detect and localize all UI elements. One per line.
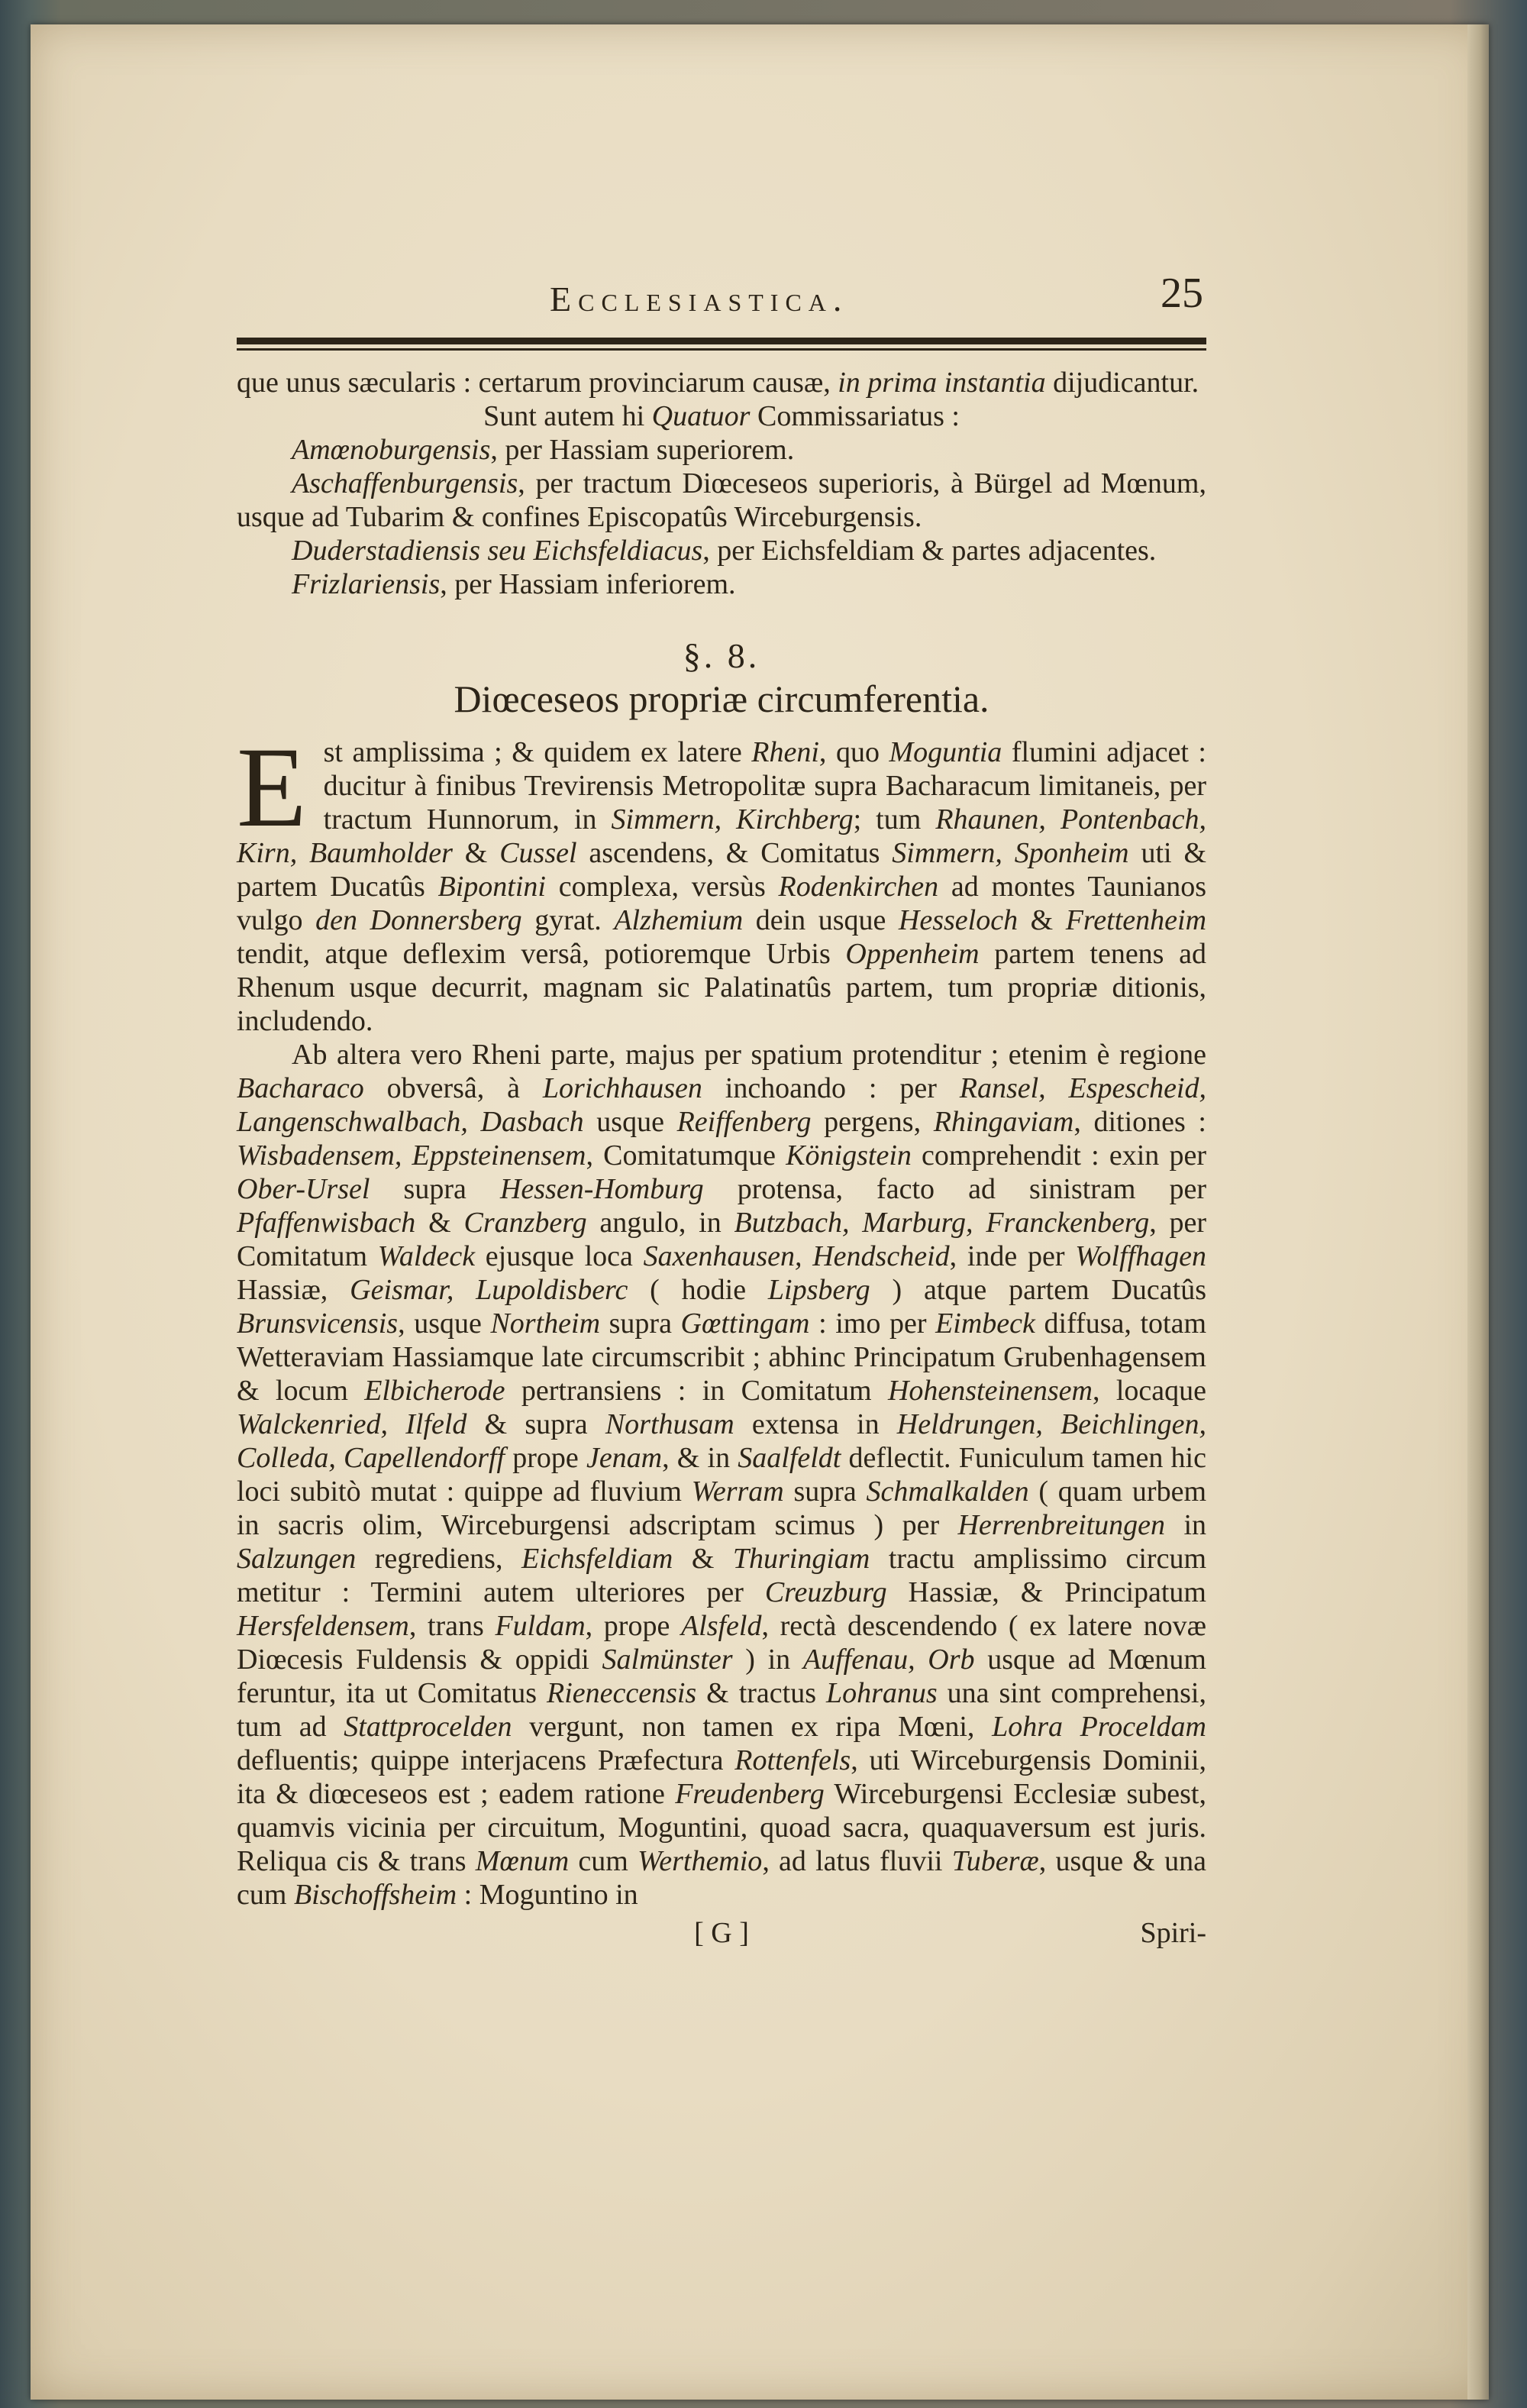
catchword: Spiri- bbox=[1140, 1917, 1206, 1949]
list-item: Duderstadiensis seu Eichsfeldiacus, per Eichsfeldiam & partes adjacentes. bbox=[292, 535, 1157, 567]
header-rule-thin bbox=[237, 348, 1206, 351]
header-rule-thick bbox=[237, 338, 1206, 344]
intro-paragraph: que unus sæcularis : certarum provinciarum causæ, in prima instantia dijudicantur. bbox=[237, 367, 1199, 399]
body-paragraph-2: Ab altera vero Rheni parte, majus per spatium protenditur ; etenim è regione Bacharaco obversâ, à Lorichhausen inchoando : per Ransel, Espescheid, Langenschwalbach, Dasbach usque Reiffenberg pergens, Rhingaviam, ditiones : Wisbadensem, Eppsteinensem, Comitatumque Königstein comprehendit : exin per Ober-Ursel supra Hessen-Homburg protensa, facto ad sinistram per Pfaffenwisbach & Cranzberg angulo, in Butzbach, Marburg, Franckenberg, per Comitatum Waldeck ejusque loca Saxenhausen, Hendscheid, inde per Wolffhagen Hassiæ, Geismar, Lupoldisberc ( hodie Lipsberg ) atque partem Ducatûs Brunsvicensis, usque Northeim supra Gœttingam : imo per Eimbeck diffusa, totam Wetteraviam Hassiamque late circumscribit ; abhinc Principatum Grubenhagensem & locum Elbicherode pertransiens : in Comitatum Hohensteinensem, locaque Walckenried, Ilfeld & supra Northusam extensa in Heldrungen, Beichlingen, Colleda, Capellendorff prope Jenam, & in Saalfeldt deflectit. Funiculum tamen hic loci subitò mutat : quippe ad fluvium Werram supra Schmalkalden ( quam urbem in sacris olim, Wirceburgensi adscriptam scimus ) per Herrenbreitungen in Salzungen regrediens, Eichsfeldiam & Thuringiam tractu amplissimo circum metitur : Termini autem ulteriores per Creuzburg Hassiæ, & Principatum Hersfeldensem, trans Fuldam, prope Alsfeld, rectà descendendo ( ex latere novæ Diœcesis Fuldensis & oppidi Salmünster ) in Auffenau, Orb usque ad Mœnum feruntur, ita ut Comitatus Rieneccensis & tractus Lohranus una sint comprehensi, tum ad Stattprocelden vergunt, non tamen ex ripa Mœni, Lohra Proceldam defluentis; quippe interjacens Præfectura Rottenfels, uti Wirceburgensis Dominii, ita & diœceseos est ; eadem ratione Freudenberg Wirceburgensi Ecclesiæ subest, quamvis vicinia per circuitum, Moguntini, quoad sacra, quaquaversum est juris. Reliqua cis & trans Mœnum cum Werthemio, ad latus fluvii Tuberæ, usque & una cum Bischoffsheim : Moguntino in bbox=[237, 1039, 1207, 1911]
running-title: Ecclesiastica. bbox=[550, 280, 849, 318]
drop-cap: E bbox=[237, 724, 307, 851]
page-footer bbox=[237, 1916, 1206, 1950]
running-head bbox=[237, 270, 1206, 333]
list-item: Aschaffenburgensis, per tractum Diœceseos superioris, à Bürgel ad Mœnum, usque ad Tubarim & confines Episcopatûs Wirceburgensis. bbox=[237, 467, 1206, 533]
page-edge bbox=[1467, 24, 1489, 2400]
book-page bbox=[31, 24, 1489, 2400]
page-number: 25 bbox=[1161, 270, 1203, 317]
commissariatus-heading: Sunt autem hi Quatuor Commissariatus : bbox=[483, 400, 960, 432]
page-content bbox=[237, 270, 1207, 1950]
body-paragraph-1: Est amplissima ; & quidem ex latere Rheni, quo Moguntia flumini adjacet : ducitur à finibus Trevirensis Metropolitæ supra Bacharacum limitaneis, per tractum Hunnorum, in Simmern, Kirchberg; tum Rhaunen, Pontenbach, Kirn, Baumholder & Cussel ascendens, & Comitatus Simmern, Sponheim uti & partem Ducatûs Bipontini complexa, versùs Rodenkirchen ad montes Taunianos vulgo den Donnersberg gyrat. Alzhemium dein usque Hesseloch & Frettenheim tendit, atque deflexim versâ, potioremque Urbis Oppenheim partem tenens ad Rhenum usque decurrit, magnam sic Palatinatûs partem, tum propriæ ditionis, includendo. bbox=[237, 724, 1207, 1037]
section-number: §. 8. bbox=[683, 636, 760, 675]
list-item: Amœnoburgensis, per Hassiam superiorem. bbox=[292, 434, 795, 466]
list-item: Frizlariensis, per Hassiam inferiorem. bbox=[292, 568, 736, 600]
section-title: Diœceseos propriæ circumferentia. bbox=[454, 677, 989, 720]
signature-mark: [ G ] bbox=[694, 1917, 749, 1949]
